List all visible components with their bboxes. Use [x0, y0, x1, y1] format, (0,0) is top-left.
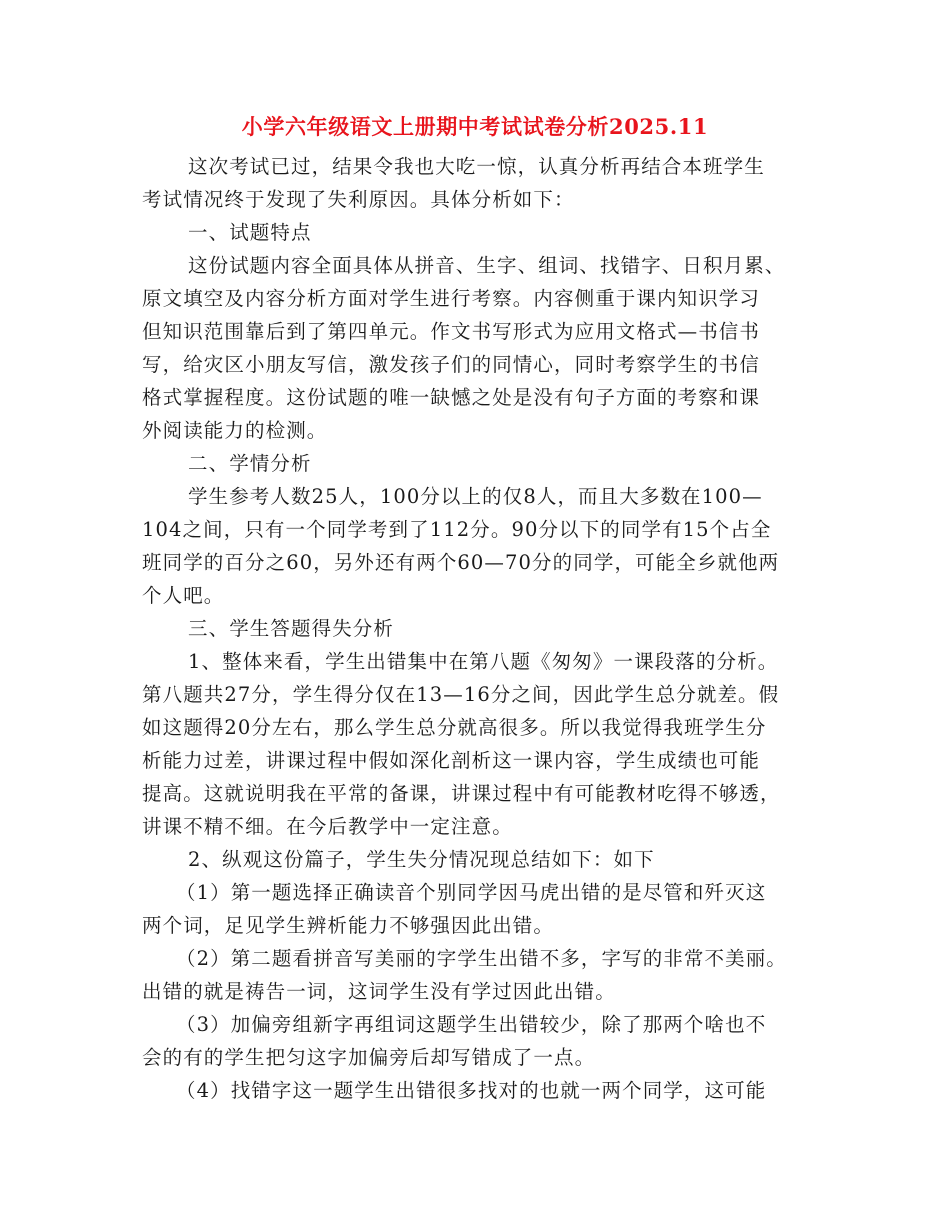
paragraph-line: 这次考试已过，结果令我也大吃一惊，认真分析再结合本班学生 — [188, 155, 765, 178]
section-heading: 三、学生答题得失分析 — [188, 617, 395, 640]
paragraph-line: 个人吧。 — [142, 584, 225, 607]
section-heading: 一、试题特点 — [188, 221, 312, 244]
paragraph-line: 第八题共27分，学生得分仅在13—16分之间，因此学生总分就差。假 — [142, 683, 780, 706]
section-heading: 二、学情分析 — [188, 452, 312, 475]
paragraph-line: 出错的就是祷告一词，这词学生没有学过因此出错。 — [142, 980, 616, 1003]
paragraph-line: 写，给灾区小朋友写信，激发孩子们的同情心，同时考察学生的书信 — [142, 353, 761, 376]
paragraph-line: 会的有的学生把匀这字加偏旁后却写错成了一点。 — [142, 1046, 596, 1069]
paragraph-line: 这份试题内容全面具体从拼音、生字、组词、找错字、日积月累、 — [188, 254, 786, 277]
document-title: 小学六年级语文上册期中考试试卷分析2025.11 — [241, 114, 709, 139]
paragraph-line: 两个词，足见学生辨析能力不够强因此出错。 — [142, 914, 555, 937]
paragraph-line: 班同学的百分之60，另外还有两个60—70分的同学，可能全乡就他两 — [142, 551, 780, 574]
paragraph-line: 104之间，只有一个同学考到了112分。90分以下的同学有15个占全 — [142, 518, 772, 541]
paragraph-line: 1、整体来看，学生出错集中在第八题《匆匆》一课段落的分析。 — [188, 650, 779, 673]
paragraph-line: 原文填空及内容分析方面对学生进行考察。内容侧重于课内知识学习 — [142, 287, 761, 310]
paragraph-line: 外阅读能力的检测。 — [142, 419, 328, 442]
paragraph-line: （1）第一题选择正确读音个别同学因马虎出错的是尽管和歼灭这 — [176, 881, 767, 904]
paragraph-line: 讲课不精不细。在今后教学中一定注意。 — [142, 815, 513, 838]
paragraph-line: 2、纵观这份篇子，学生失分情况现总结如下：如下 — [188, 848, 655, 871]
paragraph-line: 如这题得20分左右，那么学生总分就高很多。所以我觉得我班学生分 — [142, 716, 767, 739]
paragraph-line: （3）加偏旁组新字再组词这题学生出错较少，除了那两个啥也不 — [176, 1013, 767, 1036]
paragraph-line: 析能力过差，讲课过程中假如深化剖析这一课内容，学生成绩也可能 — [142, 749, 761, 772]
paragraph-line: 但知识范围靠后到了第四单元。作文书写形式为应用文格式—书信书 — [142, 320, 761, 343]
paragraph-line: 考试情况终于发现了失利原因。具体分析如下： — [142, 188, 575, 211]
paragraph-line: （4）找错字这一题学生出错很多找对的也就一两个同学，这可能 — [176, 1079, 767, 1102]
paragraph-line: 学生参考人数25人，100分以上的仅8人，而且大多数在100— — [188, 485, 763, 508]
paragraph-line: （2）第二题看拼音写美丽的字学生出错不多，字写的非常不美丽。 — [176, 947, 787, 970]
paragraph-line: 提高。这就说明我在平常的备课，讲课过程中有可能教材吃得不够透， — [142, 782, 781, 805]
paragraph-line: 格式掌握程度。这份试题的唯一缺憾之处是没有句子方面的考察和课 — [142, 386, 761, 409]
